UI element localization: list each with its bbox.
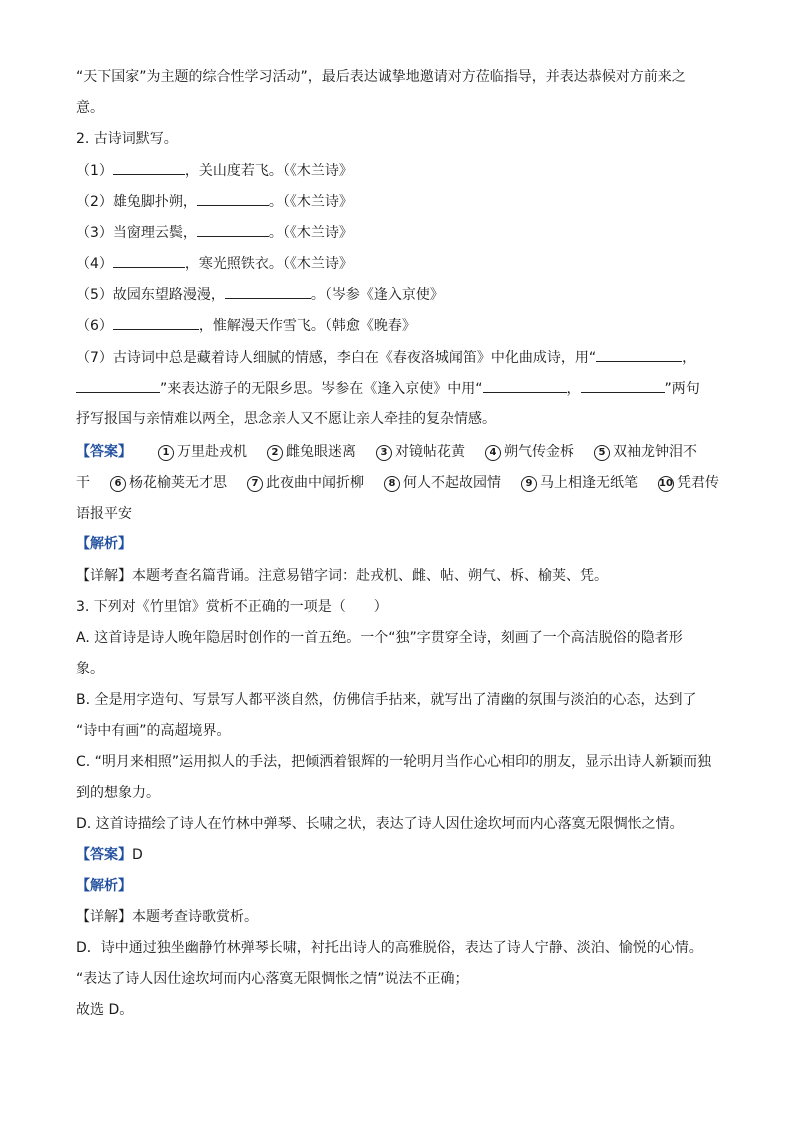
- answer-item: 4 朔气传金柝: [485, 444, 574, 460]
- fill-blank[interactable]: [225, 284, 311, 299]
- intro-line-2: 意。: [76, 100, 104, 116]
- answer-item: 5 双袖龙钟泪不干: [76, 444, 697, 491]
- answer-item: 2 雌兔眼迷离: [267, 444, 356, 460]
- answer-item: 7 此夜曲中闻折柳: [247, 475, 364, 491]
- q2-item-1: （1） ，关山度若飞。（《木兰诗》: [76, 160, 353, 181]
- answer-item: 10 凭君传语报平安: [76, 475, 719, 522]
- circled-number: 6: [110, 476, 126, 492]
- circled-number: 4: [485, 445, 501, 461]
- fill-blank[interactable]: [581, 378, 665, 393]
- circled-number: 9: [521, 476, 537, 492]
- circled-number: 7: [247, 476, 263, 492]
- circled-number: 10: [658, 476, 674, 492]
- fill-blank[interactable]: [113, 253, 185, 268]
- question-3-title: 3. 下列对《竹里馆》赏析不正确的一项是（ ）: [76, 599, 388, 615]
- q2-item-4: （4） ，寒光照铁衣。（《木兰诗》: [76, 253, 353, 274]
- q3-option-b-1: B. 全是用字造句、写景写人都平淡自然，仿佛信手拈来，就写出了清幽的氛围与淡泊的心态，达到了: [76, 692, 697, 708]
- q2-item-2: （2）雄兔脚扑朔， 。（《木兰诗》: [76, 191, 353, 212]
- fill-blank[interactable]: [113, 315, 199, 330]
- intro-line-1: “天下国家”为主题的综合性学习活动”，最后表达诚挚地邀请对方莅临指导，并表达恭候对方前来之: [76, 69, 686, 85]
- q2-item-7-line-1: （7）古诗词中总是藏着诗人细腻的情感，李白在《春夜洛城闻笛》中化曲成诗，用“ ，: [76, 347, 696, 368]
- answer-item: 3 对镜帖花黄: [376, 444, 465, 460]
- q3-explanation-3: 故选 D。: [76, 1002, 134, 1018]
- circled-number: 3: [376, 445, 392, 461]
- q3-answer: 【答案】D: [76, 847, 143, 863]
- answer-item: 1 万里赴戎机: [158, 444, 247, 460]
- q2-item-3: （3）当窗理云鬓， 。（《木兰诗》: [76, 222, 353, 243]
- q2-item-6: （6） ，惟解漫天作雪飞。（韩愈《晚春》: [76, 315, 416, 336]
- answer-item: 6 杨花榆荚无才思: [110, 475, 227, 491]
- q2-analysis-label: 【解析】: [76, 536, 132, 552]
- q3-option-a-1: A. 这首诗是诗人晚年隐居时创作的一首五绝。一个“独”字贯穿全诗，刻画了一个高洁脱俗的隐者形: [76, 630, 683, 646]
- fill-blank[interactable]: [76, 378, 160, 393]
- fill-blank[interactable]: [113, 160, 185, 175]
- answer-label: 【答案】: [76, 444, 132, 460]
- q3-explanation-2: “表达了诗人因仕途坎坷而内心落寞无限惆怅之情”说法不正确；: [76, 971, 469, 987]
- q2-item-5: （5）故园东望路漫漫， 。（岑参《逢入京使》: [76, 284, 444, 305]
- answer-item: 8 何人不起故园情: [384, 475, 501, 491]
- circled-number: 2: [267, 445, 283, 461]
- q2-item-7-line-3: 抒写报国与亲情难以两全，思念亲人又不愿让亲人牵挂的复杂情感。: [76, 411, 496, 427]
- circled-number: 5: [594, 445, 610, 461]
- fill-blank[interactable]: [483, 378, 567, 393]
- q3-analysis-label: 【解析】: [76, 878, 132, 894]
- q2-detail: 【详解】本题考查名篇背诵。注意易错字词：赴戎机、雌、帖、朔气、柝、榆荚、凭。: [76, 568, 608, 584]
- q3-explanation-1: D．诗中通过独坐幽静竹林弹琴长啸，衬托出诗人的高雅脱俗，表达了诗人宁静、淡泊、愉悦的心情。: [76, 940, 703, 956]
- fill-blank[interactable]: [197, 191, 269, 206]
- q2-answer-block: [76, 437, 722, 530]
- q3-detail: 【详解】本题考查诗歌赏析。: [76, 909, 258, 925]
- q3-option-c-1: C. “明月来相照”运用拟人的手法，把倾洒着银辉的一轮明月当作心心相印的朋友，显示出诗人新颖而独: [76, 754, 712, 770]
- fill-blank[interactable]: [197, 222, 269, 237]
- circled-number: 1: [158, 445, 174, 461]
- q2-item-7-line-2: ”来表达游子的无限乡思。岑参在《逢入京使》中用“ ， ”两句: [76, 378, 700, 399]
- question-2-title: 2. 古诗词默写。: [76, 131, 178, 147]
- answer-item: 9 马上相逢无纸笔: [521, 475, 638, 491]
- fill-blank[interactable]: [596, 347, 682, 362]
- q3-option-b-2: “诗中有画”的高超境界。: [76, 723, 231, 739]
- q3-option-a-2: 象。: [76, 661, 104, 677]
- circled-number: 8: [384, 476, 400, 492]
- q3-option-d: D. 这首诗描绘了诗人在竹林中弹琴、长啸之状，表达了诗人因仕途坎坷而内心落寞无限惆怅之情。: [76, 816, 684, 832]
- q3-option-c-2: 到的想象力。: [76, 785, 160, 801]
